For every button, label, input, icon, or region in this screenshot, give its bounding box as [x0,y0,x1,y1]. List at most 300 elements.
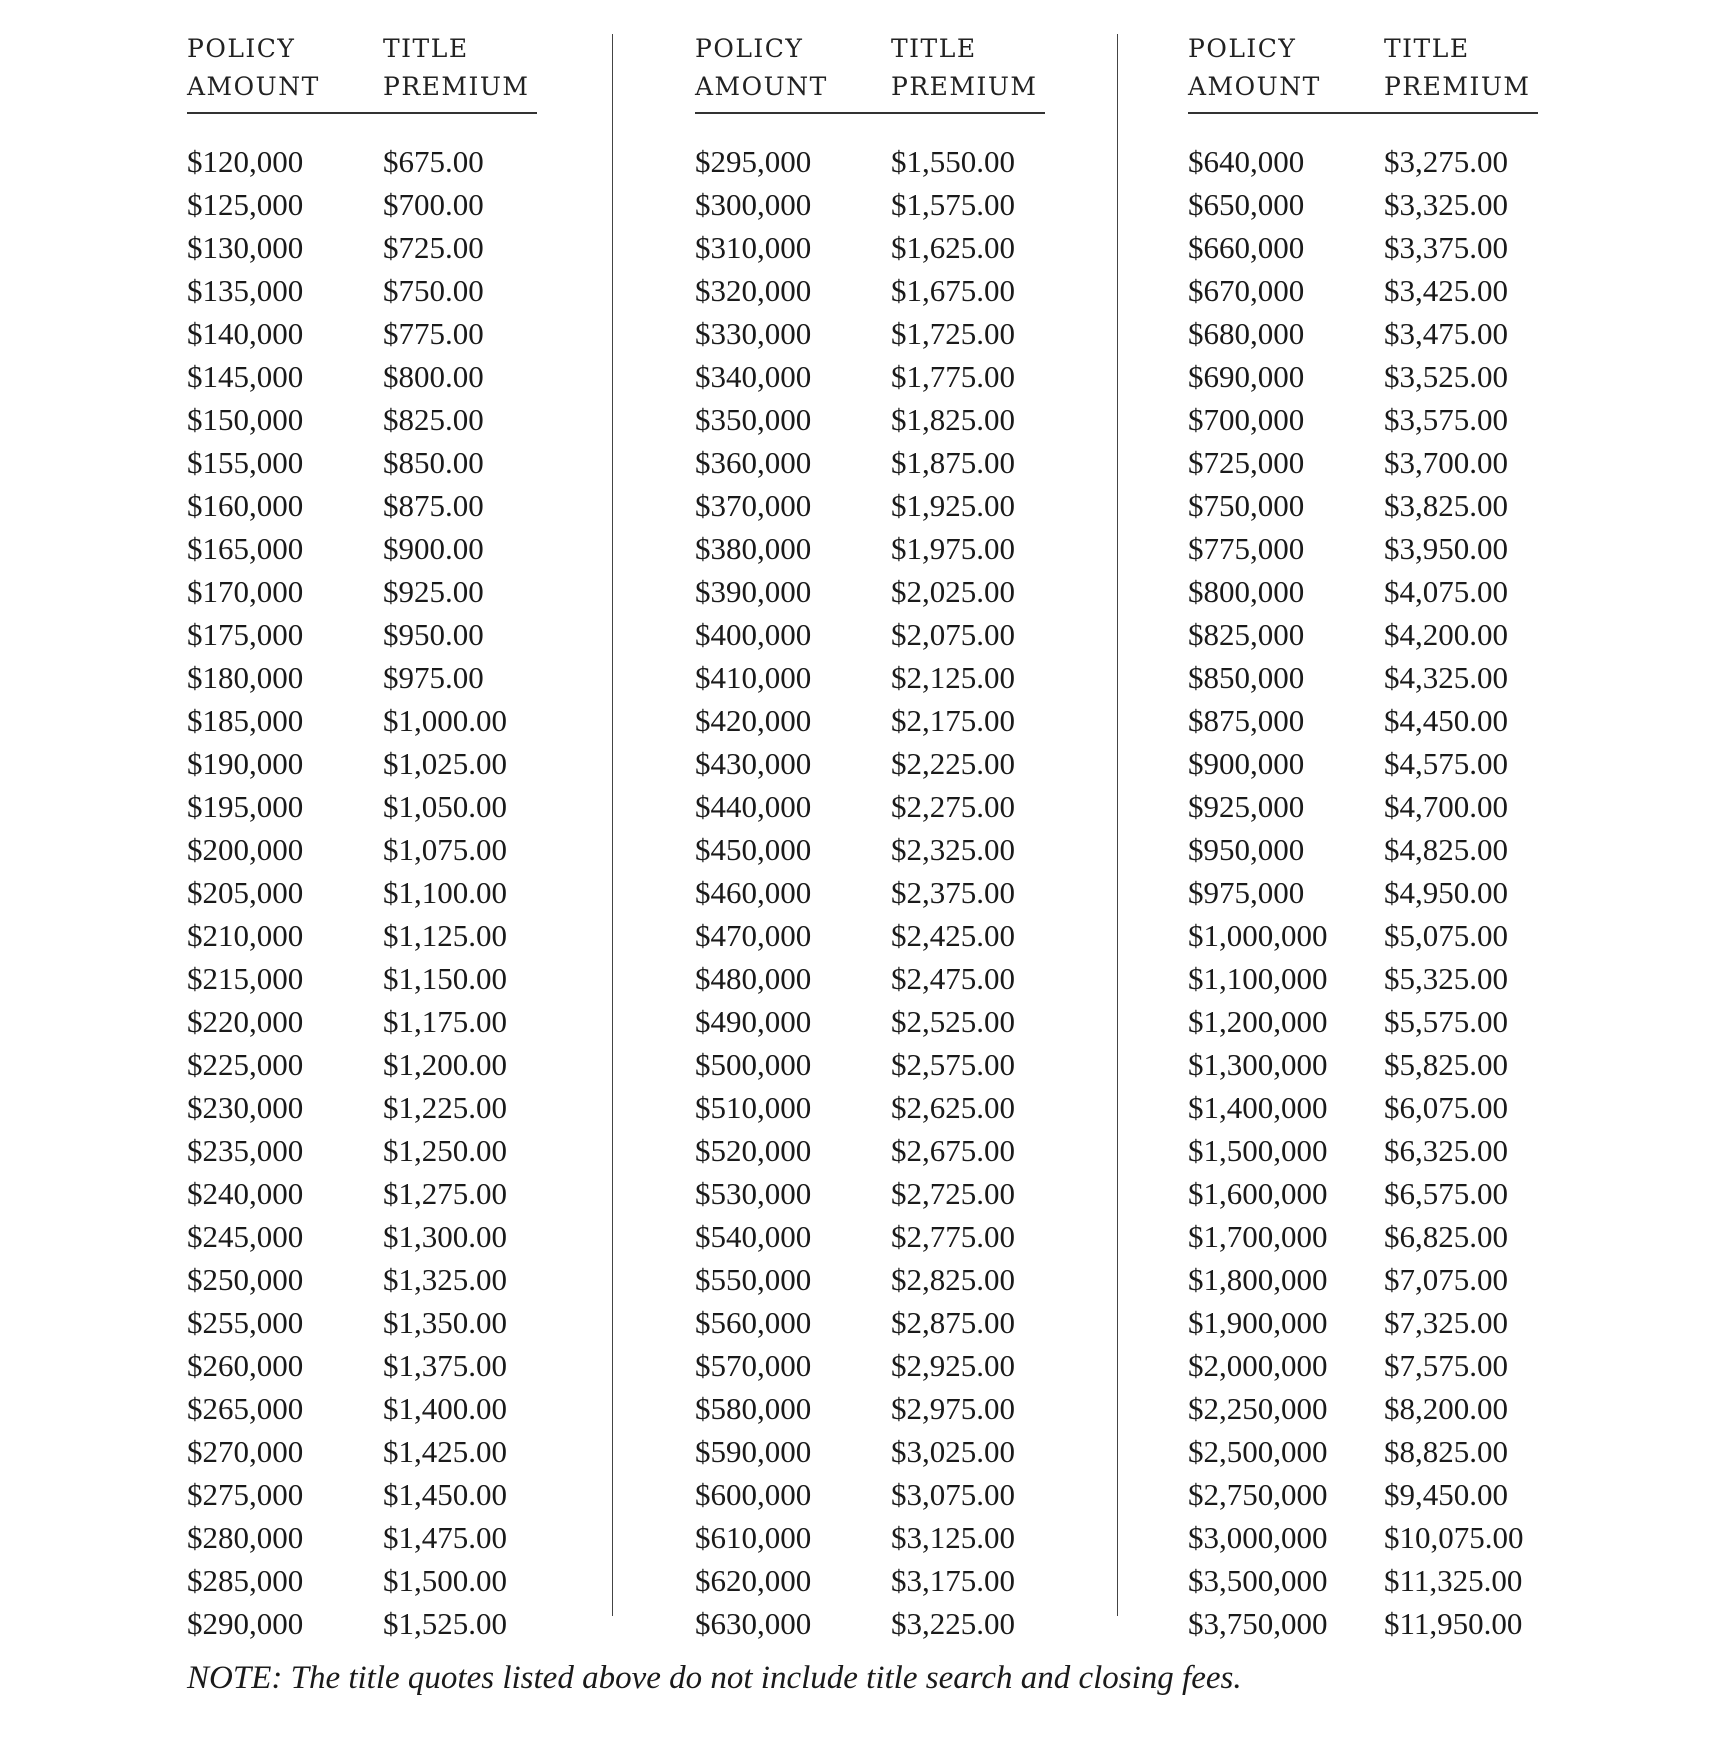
table-row [695,269,1051,312]
table-row [695,441,1051,484]
policy-amount-cell: $190,000 [187,745,304,781]
table-row [695,699,1051,742]
title-premium-cell: $2,175.00 [891,702,1015,738]
table-row [1188,1172,1544,1215]
table-row [1188,570,1544,613]
title-premium-cell: $1,250.00 [383,1132,507,1168]
policy-amount-cell: $660,000 [1188,229,1305,265]
table-row [1188,785,1544,828]
table-row [695,1000,1051,1043]
title-premium-cell: $1,125.00 [383,917,507,953]
title-premium-cell: $3,475.00 [1384,315,1508,351]
policy-amount-cell: $270,000 [187,1433,304,1469]
table-row [1188,183,1544,226]
title-premium-cell: $750.00 [383,272,484,308]
table-row [1188,1473,1544,1516]
policy-amount-cell: $130,000 [187,229,304,265]
policy-amount-cell: $225,000 [187,1046,304,1082]
table-row [187,1000,543,1043]
title-premium-cell: $975.00 [383,659,484,695]
header-text: TITLE [1384,34,1470,63]
table-row [1188,699,1544,742]
policy-amount-header [1188,30,1384,106]
title-premium-cell: $675.00 [383,143,484,179]
policy-amount-cell: $750,000 [1188,487,1305,523]
title-premium-cell: $4,325.00 [1384,659,1508,695]
title-premium-cell: $2,325.00 [891,831,1015,867]
table-row [695,871,1051,914]
title-premium-cell: $1,275.00 [383,1175,507,1211]
title-premium-cell: $6,075.00 [1384,1089,1508,1125]
table-body [1188,140,1544,1645]
table-header [1188,30,1538,114]
title-premium-cell: $5,325.00 [1384,960,1508,996]
title-premium-cell: $3,375.00 [1384,229,1508,265]
policy-amount-cell: $580,000 [695,1390,812,1426]
policy-amount-cell: $205,000 [187,874,304,910]
title-premium-cell: $7,325.00 [1384,1304,1508,1340]
policy-amount-cell: $530,000 [695,1175,812,1211]
title-premium-cell: $1,325.00 [383,1261,507,1297]
title-premium-cell: $8,200.00 [1384,1390,1508,1426]
policy-amount-cell: $245,000 [187,1218,304,1254]
table-row [187,1387,543,1430]
policy-amount-cell: $670,000 [1188,272,1305,308]
table-row [695,1215,1051,1258]
rate-table-2 [695,30,1051,1645]
table-body [695,140,1051,1645]
title-premium-cell: $3,825.00 [1384,487,1508,523]
title-premium-cell: $1,175.00 [383,1003,507,1039]
title-premium-cell: $2,725.00 [891,1175,1015,1211]
table-row [1188,1430,1544,1473]
policy-amount-cell: $150,000 [187,401,304,437]
table-row [187,1086,543,1129]
table-row [695,1473,1051,1516]
title-premium-cell: $1,350.00 [383,1304,507,1340]
policy-amount-cell: $390,000 [695,573,812,609]
table-row [1188,1602,1544,1645]
policy-amount-cell: $540,000 [695,1218,812,1254]
policy-amount-cell: $560,000 [695,1304,812,1340]
policy-amount-cell: $850,000 [1188,659,1305,695]
table-row [187,441,543,484]
rate-table-3 [1188,30,1544,1645]
title-premium-cell: $6,575.00 [1384,1175,1508,1211]
policy-amount-cell: $140,000 [187,315,304,351]
table-row [695,785,1051,828]
policy-amount-cell: $700,000 [1188,401,1305,437]
title-premium-cell: $1,475.00 [383,1519,507,1555]
header-text: PREMIUM [1384,72,1531,101]
table-row [187,914,543,957]
table-row [1188,871,1544,914]
title-premium-cell: $1,725.00 [891,315,1015,351]
table-row [1188,957,1544,1000]
table-row [1188,527,1544,570]
policy-amount-cell: $480,000 [695,960,812,996]
title-premium-cell: $1,975.00 [891,530,1015,566]
policy-amount-cell: $160,000 [187,487,304,523]
table-row [695,527,1051,570]
table-row [1188,355,1544,398]
policy-amount-cell: $1,400,000 [1188,1089,1328,1125]
table-row [187,484,543,527]
policy-amount-cell: $185,000 [187,702,304,738]
table-row [1188,1129,1544,1172]
policy-amount-cell: $550,000 [695,1261,812,1297]
table-row [695,355,1051,398]
title-premium-cell: $825.00 [383,401,484,437]
policy-amount-cell: $1,600,000 [1188,1175,1328,1211]
title-premium-cell: $3,225.00 [891,1605,1015,1641]
column-divider [612,34,613,1616]
header-text: AMOUNT [695,72,828,101]
title-premium-cell: $2,925.00 [891,1347,1015,1383]
policy-amount-cell: $450,000 [695,831,812,867]
title-premium-cell: $1,500.00 [383,1562,507,1598]
policy-amount-cell: $3,750,000 [1188,1605,1328,1641]
policy-amount-header [187,30,383,106]
table-row [187,398,543,441]
title-premium-cell: $1,925.00 [891,487,1015,523]
policy-amount-cell: $1,800,000 [1188,1261,1328,1297]
title-premium-cell: $2,825.00 [891,1261,1015,1297]
title-premium-cell: $925.00 [383,573,484,609]
table-row [695,312,1051,355]
title-premium-cell: $2,525.00 [891,1003,1015,1039]
title-premium-cell: $1,400.00 [383,1390,507,1426]
header-text: TITLE [383,34,469,63]
policy-amount-cell: $925,000 [1188,788,1305,824]
table-row [1188,742,1544,785]
table-row [695,613,1051,656]
policy-amount-cell: $380,000 [695,530,812,566]
table-row [1188,914,1544,957]
policy-amount-cell: $235,000 [187,1132,304,1168]
policy-amount-cell: $490,000 [695,1003,812,1039]
table-row [187,140,543,183]
policy-amount-cell: $2,250,000 [1188,1390,1328,1426]
table-row [1188,1086,1544,1129]
title-premium-cell: $1,875.00 [891,444,1015,480]
policy-amount-cell: $875,000 [1188,702,1305,738]
policy-amount-cell: $200,000 [187,831,304,867]
policy-amount-cell: $255,000 [187,1304,304,1340]
title-premium-cell: $775.00 [383,315,484,351]
policy-amount-cell: $500,000 [695,1046,812,1082]
title-premium-cell: $950.00 [383,616,484,652]
table-row [1188,269,1544,312]
table-row [695,1086,1051,1129]
table-row [187,1344,543,1387]
policy-amount-cell: $400,000 [695,616,812,652]
title-premium-cell: $11,950.00 [1384,1605,1523,1641]
policy-amount-cell: $470,000 [695,917,812,953]
column-divider [1117,34,1118,1616]
table-row [695,1387,1051,1430]
policy-amount-cell: $610,000 [695,1519,812,1555]
title-premium-cell: $3,175.00 [891,1562,1015,1598]
policy-amount-cell: $320,000 [695,272,812,308]
policy-amount-cell: $1,200,000 [1188,1003,1328,1039]
table-row [1188,613,1544,656]
table-row [695,1172,1051,1215]
title-premium-cell: $1,000.00 [383,702,507,738]
title-premium-cell: $2,875.00 [891,1304,1015,1340]
policy-amount-cell: $680,000 [1188,315,1305,351]
policy-amount-cell: $1,300,000 [1188,1046,1328,1082]
title-premium-header [1384,30,1538,106]
title-premium-cell: $4,575.00 [1384,745,1508,781]
policy-amount-cell: $975,000 [1188,874,1305,910]
title-premium-cell: $1,075.00 [383,831,507,867]
policy-amount-cell: $195,000 [187,788,304,824]
table-row [187,1301,543,1344]
table-row [1188,1215,1544,1258]
title-premium-cell: $2,625.00 [891,1089,1015,1125]
table-row [695,828,1051,871]
table-row [187,1559,543,1602]
title-premium-cell: $1,025.00 [383,745,507,781]
title-premium-cell: $4,075.00 [1384,573,1508,609]
policy-amount-cell: $950,000 [1188,831,1305,867]
table-row [187,183,543,226]
policy-amount-cell: $220,000 [187,1003,304,1039]
table-row [187,1258,543,1301]
table-row [187,613,543,656]
title-premium-cell: $1,675.00 [891,272,1015,308]
title-premium-cell: $2,225.00 [891,745,1015,781]
title-premium-cell: $2,425.00 [891,917,1015,953]
policy-amount-cell: $120,000 [187,143,304,179]
table-row [187,1215,543,1258]
policy-amount-cell: $1,700,000 [1188,1218,1328,1254]
policy-amount-cell: $300,000 [695,186,812,222]
title-premium-cell: $4,950.00 [1384,874,1508,910]
table-row [695,656,1051,699]
title-premium-header [891,30,1045,106]
policy-amount-header [695,30,891,106]
table-row [1188,828,1544,871]
header-text: POLICY [695,34,804,63]
table-row [187,785,543,828]
policy-amount-cell: $175,000 [187,616,304,652]
policy-amount-cell: $370,000 [695,487,812,523]
policy-amount-cell: $2,000,000 [1188,1347,1328,1383]
policy-amount-cell: $3,500,000 [1188,1562,1328,1598]
title-premium-cell: $900.00 [383,530,484,566]
policy-amount-cell: $900,000 [1188,745,1305,781]
policy-amount-cell: $290,000 [187,1605,304,1641]
table-row [1188,140,1544,183]
title-premium-cell: $2,975.00 [891,1390,1015,1426]
table-row [187,742,543,785]
title-premium-cell: $2,575.00 [891,1046,1015,1082]
table-row [695,957,1051,1000]
title-premium-cell: $1,525.00 [383,1605,507,1641]
policy-amount-cell: $590,000 [695,1433,812,1469]
title-premium-cell: $11,325.00 [1384,1562,1523,1598]
table-row [187,828,543,871]
header-text: PREMIUM [891,72,1038,101]
title-premium-cell: $4,200.00 [1384,616,1508,652]
table-row [1188,226,1544,269]
title-premium-cell: $2,675.00 [891,1132,1015,1168]
title-premium-cell: $875.00 [383,487,484,523]
title-premium-cell: $1,150.00 [383,960,507,996]
title-premium-cell: $8,825.00 [1384,1433,1508,1469]
title-premium-cell: $1,300.00 [383,1218,507,1254]
policy-amount-cell: $800,000 [1188,573,1305,609]
policy-amount-cell: $3,000,000 [1188,1519,1328,1555]
table-row [695,1129,1051,1172]
title-premium-cell: $1,225.00 [383,1089,507,1125]
table-row [695,1344,1051,1387]
table-row [1188,1043,1544,1086]
header-text: AMOUNT [1188,72,1321,101]
table-row [187,957,543,1000]
table-row [1188,1258,1544,1301]
title-premium-cell: $700.00 [383,186,484,222]
table-row [1188,1000,1544,1043]
title-premium-cell: $2,025.00 [891,573,1015,609]
title-premium-cell: $5,825.00 [1384,1046,1508,1082]
policy-amount-cell: $155,000 [187,444,304,480]
policy-amount-cell: $1,100,000 [1188,960,1328,996]
policy-amount-cell: $180,000 [187,659,304,695]
policy-amount-cell: $330,000 [695,315,812,351]
title-premium-cell: $800.00 [383,358,484,394]
table-row [187,312,543,355]
footnote: NOTE: The title quotes listed above do not include title search and closing fees. [187,1660,1242,1696]
title-premium-cell: $1,425.00 [383,1433,507,1469]
policy-amount-cell: $640,000 [1188,143,1305,179]
policy-amount-cell: $230,000 [187,1089,304,1125]
table-row [1188,1559,1544,1602]
table-row [187,1473,543,1516]
table-row [695,398,1051,441]
title-premium-cell: $10,075.00 [1384,1519,1524,1555]
table-row [695,183,1051,226]
policy-amount-cell: $265,000 [187,1390,304,1426]
title-premium-header [383,30,537,106]
rate-table-1 [187,30,543,1645]
header-text: POLICY [187,34,296,63]
title-premium-cell: $2,775.00 [891,1218,1015,1254]
policy-amount-cell: $520,000 [695,1132,812,1168]
table-row [695,484,1051,527]
title-premium-cell: $5,575.00 [1384,1003,1508,1039]
policy-amount-cell: $600,000 [695,1476,812,1512]
table-row [1188,1344,1544,1387]
title-premium-cell: $1,450.00 [383,1476,507,1512]
policy-amount-cell: $725,000 [1188,444,1305,480]
table-row [695,1559,1051,1602]
title-premium-cell: $1,625.00 [891,229,1015,265]
policy-amount-cell: $690,000 [1188,358,1305,394]
title-premium-cell: $1,575.00 [891,186,1015,222]
title-premium-cell: $3,700.00 [1384,444,1508,480]
policy-amount-cell: $510,000 [695,1089,812,1125]
table-row [1188,398,1544,441]
policy-amount-cell: $630,000 [695,1605,812,1641]
header-text: PREMIUM [383,72,530,101]
policy-amount-cell: $210,000 [187,917,304,953]
title-premium-cell: $4,700.00 [1384,788,1508,824]
policy-amount-cell: $340,000 [695,358,812,394]
title-premium-cell: $2,475.00 [891,960,1015,996]
title-premium-cell: $3,425.00 [1384,272,1508,308]
table-row [695,1301,1051,1344]
table-row [695,1430,1051,1473]
policy-amount-cell: $165,000 [187,530,304,566]
policy-amount-cell: $360,000 [695,444,812,480]
table-header [187,30,537,114]
table-row [187,1043,543,1086]
policy-amount-cell: $570,000 [695,1347,812,1383]
policy-amount-cell: $2,750,000 [1188,1476,1328,1512]
title-premium-cell: $3,075.00 [891,1476,1015,1512]
title-premium-cell: $3,575.00 [1384,401,1508,437]
table-row [187,355,543,398]
table-row [187,1602,543,1645]
table-row [695,914,1051,957]
policy-amount-cell: $620,000 [695,1562,812,1598]
table-row [695,742,1051,785]
table-row [695,1516,1051,1559]
table-row [1188,656,1544,699]
policy-amount-cell: $410,000 [695,659,812,695]
table-row [187,656,543,699]
table-row [187,226,543,269]
table-row [187,699,543,742]
policy-amount-cell: $275,000 [187,1476,304,1512]
title-premium-cell: $2,275.00 [891,788,1015,824]
policy-amount-cell: $460,000 [695,874,812,910]
title-premium-cell: $1,200.00 [383,1046,507,1082]
title-premium-cell: $725.00 [383,229,484,265]
title-premium-cell: $4,450.00 [1384,702,1508,738]
table-row [187,1430,543,1473]
policy-amount-cell: $285,000 [187,1562,304,1598]
table-row [695,1602,1051,1645]
title-premium-cell: $3,025.00 [891,1433,1015,1469]
policy-amount-cell: $350,000 [695,401,812,437]
policy-amount-cell: $650,000 [1188,186,1305,222]
table-row [1188,441,1544,484]
policy-amount-cell: $430,000 [695,745,812,781]
table-header [695,30,1045,114]
title-premium-cell: $1,050.00 [383,788,507,824]
title-premium-cell: $1,100.00 [383,874,507,910]
policy-amount-cell: $215,000 [187,960,304,996]
title-premium-cell: $2,375.00 [891,874,1015,910]
header-text: POLICY [1188,34,1297,63]
title-premium-cell: $1,375.00 [383,1347,507,1383]
policy-amount-cell: $145,000 [187,358,304,394]
header-text: AMOUNT [187,72,320,101]
policy-amount-cell: $440,000 [695,788,812,824]
title-premium-cell: $4,825.00 [1384,831,1508,867]
policy-amount-cell: $420,000 [695,702,812,738]
policy-amount-cell: $1,000,000 [1188,917,1328,953]
policy-amount-cell: $295,000 [695,143,812,179]
title-premium-cell: $3,525.00 [1384,358,1508,394]
title-premium-cell: $9,450.00 [1384,1476,1508,1512]
table-row [187,269,543,312]
title-premium-cell: $3,325.00 [1384,186,1508,222]
